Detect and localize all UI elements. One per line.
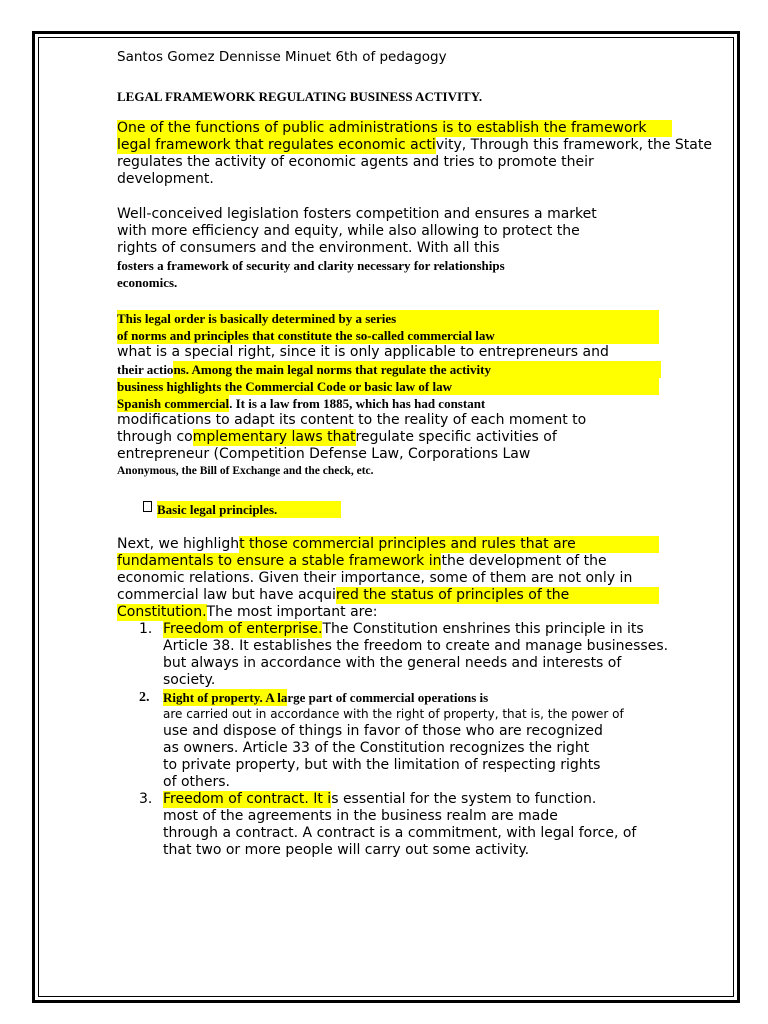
p3-l8b: mplementary laws that <box>192 429 356 445</box>
paragraph-3 <box>117 310 661 480</box>
p2-l3: rights of consumers and the environment. With all this <box>117 240 500 256</box>
p4-l2b: the development of the <box>441 553 607 569</box>
p3-l6b: . It is a law from 1885, which has had constant <box>229 396 486 411</box>
p4-l5b: The most important are: <box>206 604 378 620</box>
p2-l5: economics. <box>117 275 178 290</box>
p3-line-3 <box>117 344 661 361</box>
list-item <box>139 621 669 689</box>
author-line <box>117 49 661 66</box>
p4-line-4 <box>117 587 659 604</box>
p3-line-7 <box>117 412 661 429</box>
list-number: 2. <box>139 690 150 705</box>
p3-line-9 <box>117 446 661 463</box>
p3-l8a: through co <box>117 429 193 445</box>
p2-line-5 <box>117 274 661 291</box>
paragraph-2 <box>117 206 661 291</box>
li2-line-4 <box>163 740 661 757</box>
li2-line-1 <box>163 689 661 706</box>
li1-line-4 <box>163 672 661 689</box>
document-title <box>117 88 661 105</box>
paragraph-4 <box>117 536 661 621</box>
p3-l4a: their actio <box>117 362 174 377</box>
p3-l6a: Spanish commercial <box>117 396 230 411</box>
p1-line-1 <box>117 120 661 137</box>
document-page <box>117 49 712 859</box>
li2-l5: to private property, but with the limitation of respecting rights <box>163 757 601 773</box>
p3-l4b: ns. Among the main legal norms that regulate the activity <box>173 361 661 378</box>
li2-l1b: rge part of commercial operations is <box>287 690 489 705</box>
p2-line-4 <box>117 257 661 274</box>
p1-line-2 <box>117 137 712 154</box>
p4-l3: economic relations. Given their importance, some of them are not only in <box>117 570 633 586</box>
p2-line-1 <box>117 206 661 223</box>
p1-l3: regulates the activity of economic agents and tries to promote their <box>117 154 594 170</box>
li2-line-2 <box>163 706 661 723</box>
list-item <box>139 791 661 859</box>
p1-l1: One of the functions of public administrations is to establish the framework <box>117 120 672 137</box>
li2-line-3 <box>163 723 661 740</box>
p3-l8c: regulate specific activities of <box>355 429 557 445</box>
p3-l5: business highlights the Commercial Code or basic law of law <box>117 379 453 394</box>
li2-l3: use and dispose of things in favor of those who are recognized <box>163 723 603 739</box>
li3-line-2 <box>163 808 661 825</box>
p2-line-3 <box>117 240 661 257</box>
li2-line-5 <box>163 757 661 774</box>
title-text: LEGAL FRAMEWORK REGULATING BUSINESS ACTIVITY. <box>117 89 483 104</box>
li1-l2: Article 38. It establishes the freedom to create and manage businesses. <box>163 638 669 654</box>
p4-l5a: Constitution. <box>117 604 207 620</box>
li3-line-1 <box>163 791 661 808</box>
p4-line-1 <box>117 536 659 553</box>
author-text: Santos Gomez Dennisse Minuet 6th of pedagogy <box>117 49 447 65</box>
section-heading <box>143 501 661 518</box>
p4-l4a: commercial law but have acqui <box>117 587 336 603</box>
p3-line-1 <box>117 310 659 327</box>
li1-l3: but always in accordance with the general needs and interests of <box>163 655 622 671</box>
li2-l2: are carried out in accordance with the right of property, that is, the power of <box>163 707 624 721</box>
p3-line-10 <box>117 463 661 480</box>
p3-line-5 <box>117 378 659 395</box>
p3-l1: This legal order is basically determined by a series <box>117 311 397 326</box>
li1-line-1 <box>163 621 661 638</box>
li1-l4: society. <box>163 672 216 688</box>
li1-l1b: The Constitution enshrines this principle in its <box>322 621 644 637</box>
li3-l1a: Freedom of contract. It i <box>163 791 332 807</box>
li3-l1b: s essential for the system to function. <box>331 791 597 807</box>
li2-line-6 <box>163 774 661 791</box>
p4-line-3 <box>117 570 661 587</box>
p3-line-6 <box>117 395 651 412</box>
li1-line-2 <box>163 638 669 655</box>
p3-l7: modifications to adapt its content to the reality of each moment to <box>117 412 587 428</box>
p1-l2a: legal framework that regulates economic acti <box>117 137 436 153</box>
li3-l3: through a contract. A contract is a commitment, with legal force, of <box>163 825 637 841</box>
li2-l4: as owners. Article 33 of the Constitution recognizes the right <box>163 740 590 756</box>
li3-line-4 <box>163 842 661 859</box>
p3-line-8 <box>117 429 661 446</box>
p4-l1b: t those commercial principles and rules that are <box>239 536 659 553</box>
list-number: 1. <box>139 621 153 637</box>
p1-line-4 <box>117 171 661 188</box>
p3-l9: entrepreneur (Competition Defense Law, Corporations Law <box>117 446 531 462</box>
p4-line-5 <box>117 604 661 621</box>
p1-l2b: vity, Through this framework, the State <box>435 137 712 153</box>
p4-line-2 <box>117 553 661 570</box>
li2-l6: of others. <box>163 774 230 790</box>
p4-l1a: Next, we highligh <box>117 536 240 552</box>
li1-line-3 <box>163 655 661 672</box>
li3-line-3 <box>163 825 661 842</box>
list-number: 3. <box>139 791 153 807</box>
p3-l3: what is a special right, since it is only applicable to entrepreneurs and <box>117 344 609 360</box>
heading-text: Basic legal principles. <box>157 501 341 518</box>
p3-l10: Anonymous, the Bill of Exchange and the check, etc. <box>117 465 374 477</box>
li2-l1a: Right of property. A la <box>163 690 288 705</box>
paragraph-1 <box>117 120 712 188</box>
p2-l1: Well-conceived legislation fosters competition and ensures a market <box>117 206 597 222</box>
p1-l4: development. <box>117 171 214 187</box>
p4-l4b: red the status of principles of the <box>336 587 659 604</box>
p3-l2: of norms and principles that constitute the so-called commercial law <box>117 328 495 343</box>
p3-line-2 <box>117 327 659 344</box>
li3-l4: that two or more people will carry out some activity. <box>163 842 530 858</box>
list-item <box>139 689 661 791</box>
principles-list <box>117 621 669 859</box>
p3-line-4 <box>117 361 661 378</box>
li3-l2: most of the agreements in the business realm are made <box>163 808 558 824</box>
checkbox-square-icon <box>143 501 152 512</box>
p2-l2: with more efficiency and equity, while also allowing to protect the <box>117 223 580 239</box>
p2-l4: fosters a framework of security and clarity necessary for relationships <box>117 258 505 273</box>
p1-line-3 <box>117 154 630 171</box>
p4-l2a: fundamentals to ensure a stable framework in <box>117 553 442 569</box>
li1-l1a: Freedom of enterprise. <box>163 621 323 637</box>
p2-line-2 <box>117 223 661 240</box>
